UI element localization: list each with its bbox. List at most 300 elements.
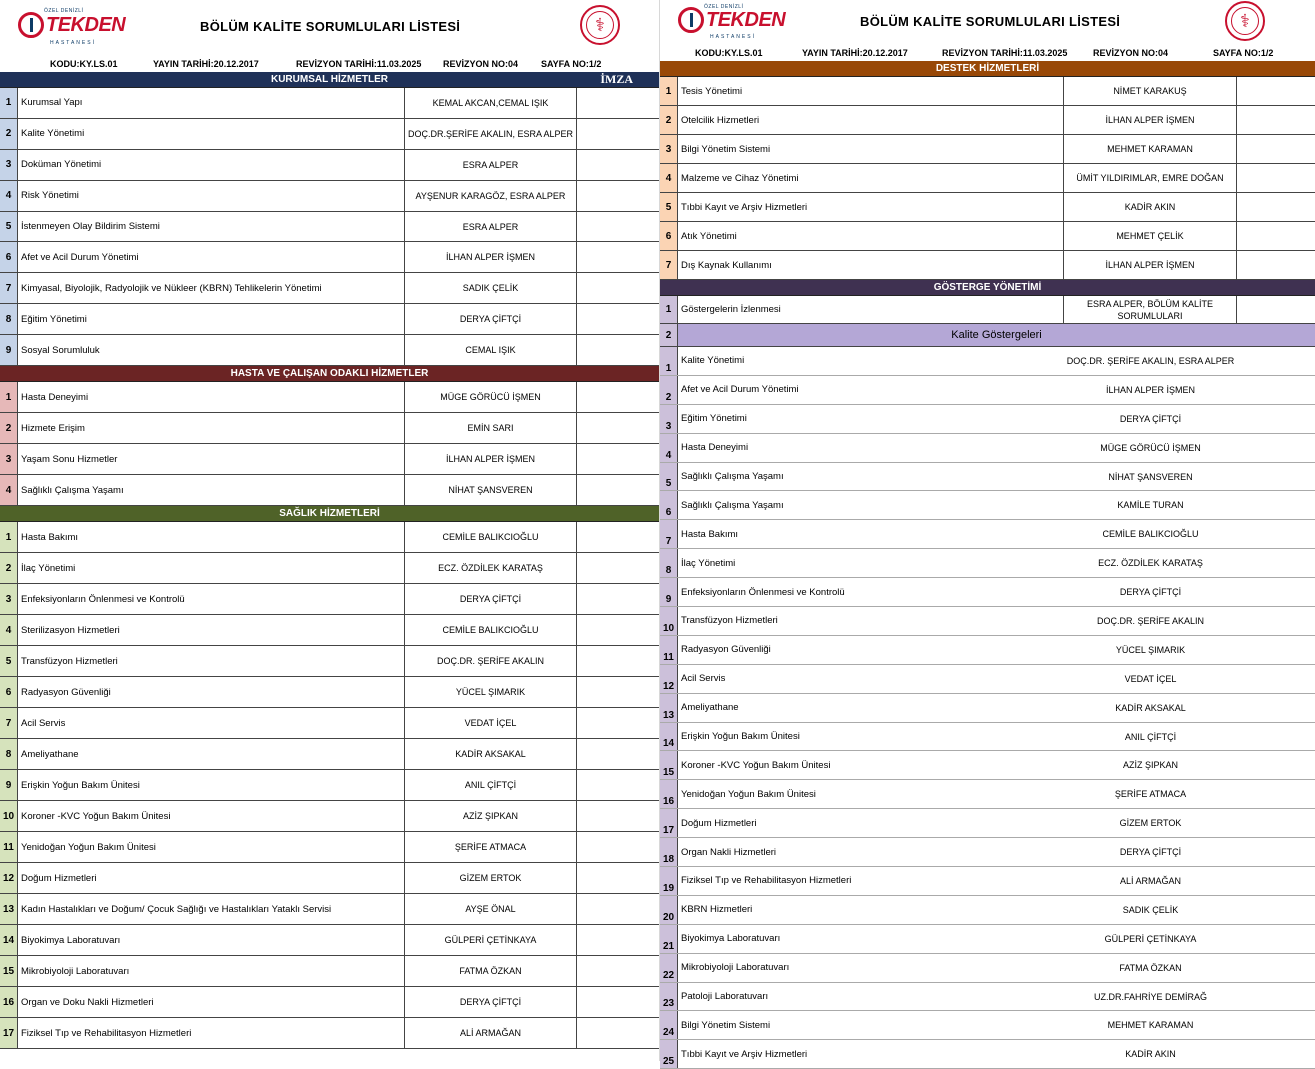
responsible-person: DOÇ.DR. ŞERİFE AKALIN <box>1096 615 1205 626</box>
table-row <box>660 838 1315 867</box>
row-number: 5 <box>0 646 18 676</box>
unit-name: Doğum Hizmetleri <box>681 817 757 829</box>
unit-name: Eğitim Yönetimi <box>18 304 405 334</box>
signature-cell <box>577 553 659 583</box>
table-row <box>0 273 659 304</box>
row-number: 5 <box>660 193 678 221</box>
signature-cell <box>1237 780 1315 808</box>
ministry-seal-icon: ⚕ <box>1225 1 1265 41</box>
unit-name: Yenidoğan Yoğun Bakım Ünitesi <box>681 788 816 800</box>
row-number: 14 <box>0 925 18 955</box>
responsible-person: ÜMİT YILDIRIMLAR, EMRE DOĞAN <box>1064 164 1237 192</box>
section-title: HASTA VE ÇALIŞAN ODAKLI HİZMETLER <box>230 368 429 380</box>
table-row <box>660 347 1315 376</box>
signature-cell <box>577 273 659 303</box>
table-row <box>660 809 1315 838</box>
table-row <box>0 181 659 212</box>
responsible-person: ANIL ÇİFTÇİ <box>405 770 577 800</box>
unit-name: Kalite Yönetimi <box>18 119 405 149</box>
table-row <box>0 615 659 646</box>
logo-text: TEKDEN <box>706 9 786 31</box>
table-row <box>0 863 659 894</box>
table-row <box>660 251 1315 280</box>
signature-cell <box>1237 607 1315 635</box>
signature-cell <box>577 770 659 800</box>
table-row <box>0 739 659 770</box>
signature-cell <box>577 832 659 862</box>
signature-cell <box>577 150 659 180</box>
signature-cell <box>1237 135 1315 163</box>
responsible-person: MEHMET KARAMAN <box>1107 1020 1194 1031</box>
responsible-person: AYŞE ÖNAL <box>405 894 577 924</box>
table-row <box>0 677 659 708</box>
responsible-person: MEHMET ÇELİK <box>1064 222 1237 250</box>
signature-cell <box>1237 896 1315 924</box>
responsible-person: NİMET KARAKUŞ <box>1064 77 1237 105</box>
row-number: 7 <box>660 251 678 279</box>
row-number: 10 <box>0 801 18 831</box>
signature-cell <box>577 181 659 211</box>
responsible-person: DERYA ÇİFTÇİ <box>405 584 577 614</box>
responsible-person: ECZ. ÖZDİLEK KARATAŞ <box>405 553 577 583</box>
row-number: 9 <box>660 578 678 606</box>
meta-yayin: YAYIN TARİHİ:20.12.2017 <box>153 59 259 69</box>
responsible-person: İLHAN ALPER İŞMEN <box>1064 106 1237 134</box>
unit-name: Yenidoğan Yoğun Bakım Ünitesi <box>18 832 405 862</box>
signature-cell <box>577 444 659 474</box>
unit-name: Acil Servis <box>18 708 405 738</box>
signature-cell <box>577 1018 659 1048</box>
table-row <box>0 522 659 553</box>
row-number: 20 <box>660 896 678 924</box>
table-row <box>660 751 1315 780</box>
signature-cell <box>1237 520 1315 548</box>
row-number: 2 <box>660 106 678 134</box>
responsible-person: KAMİLE TURAN <box>1117 500 1184 511</box>
responsible-person: MEHMET KARAMAN <box>1064 135 1237 163</box>
table-row <box>660 520 1315 549</box>
table-row <box>660 1011 1315 1040</box>
signature-cell <box>577 119 659 149</box>
unit-name: İstenmeyen Olay Bildirim Sistemi <box>18 212 405 242</box>
table-row <box>0 894 659 925</box>
responsible-person: DOÇ.DR. ŞERİFE AKALIN <box>405 646 577 676</box>
unit-name: Koroner -KVC Yoğun Bakım Ünitesi <box>681 759 831 771</box>
table-row <box>0 708 659 739</box>
row-number: 15 <box>660 751 678 779</box>
responsible-person: DERYA ÇİFTÇİ <box>405 304 577 334</box>
unit-name: Tıbbi Kayıt ve Arşiv Hizmetleri <box>681 1048 808 1060</box>
logo-text: TEKDEN <box>46 14 126 36</box>
unit-name: Organ Nakli Hizmetleri <box>681 846 777 858</box>
unit-name: İlaç Yönetimi <box>18 553 405 583</box>
meta-revizyon-tarihi: REVİZYON TARİHİ:11.03.2025 <box>296 59 422 69</box>
table-row <box>660 549 1315 578</box>
row-number: 23 <box>660 983 678 1011</box>
row-number: 25 <box>660 1040 678 1068</box>
heart-logo-icon <box>678 7 704 33</box>
signature-cell <box>577 863 659 893</box>
row-number: 17 <box>660 809 678 837</box>
table-row <box>660 867 1315 896</box>
meta-kod: KODU:KY.LS.01 <box>695 48 763 58</box>
subsection-title: Kalite Göstergeleri <box>951 329 1042 341</box>
row-number: 6 <box>660 491 678 519</box>
unit-name: Risk Yönetimi <box>18 181 405 211</box>
logo-subtitle: HASTANESİ <box>50 40 96 46</box>
section-header <box>660 280 1315 296</box>
responsible-person: YÜCEL ŞIMARIK <box>405 677 577 707</box>
section-header <box>660 61 1315 77</box>
signature-cell <box>1237 809 1315 837</box>
row-number: 5 <box>0 212 18 242</box>
table-row <box>0 382 659 413</box>
section-header <box>0 366 659 382</box>
table-row <box>0 987 659 1018</box>
unit-name: Biyokimya Laboratuvarı <box>18 925 405 955</box>
unit-name: Koroner -KVC Yoğun Bakım Ünitesi <box>18 801 405 831</box>
unit-name: Yaşam Sonu Hizmetler <box>18 444 405 474</box>
meta-yayin: YAYIN TARİHİ:20.12.2017 <box>802 48 908 58</box>
responsible-person: ESRA ALPER <box>405 212 577 242</box>
responsible-person: İLHAN ALPER İŞMEN <box>1105 384 1196 395</box>
table-row <box>0 832 659 863</box>
logo-subtitle: HASTANESİ <box>710 34 756 40</box>
table-row <box>660 954 1315 983</box>
left-page <box>0 0 659 1061</box>
unit-name: Kimyasal, Biyolojik, Radyolojik ve Nükleer (KBRN) Tehlikelerin Yönetimi <box>18 273 405 303</box>
signature-cell <box>577 987 659 1017</box>
row-number: 1 <box>0 522 18 552</box>
meta-revizyon-no: REVİZYON NO:04 <box>443 59 519 69</box>
row-number: 3 <box>0 584 18 614</box>
signature-cell <box>1237 723 1315 751</box>
responsible-person: MÜGE GÖRÜCÜ İŞMEN <box>405 382 577 412</box>
responsible-person: VEDAT İÇEL <box>1124 673 1177 684</box>
row-number: 9 <box>0 770 18 800</box>
row-number: 9 <box>0 335 18 365</box>
signature-cell <box>577 739 659 769</box>
signature-cell <box>1237 636 1315 664</box>
unit-name: Enfeksiyonların Önlenmesi ve Kontrolü <box>18 584 405 614</box>
signature-cell <box>1237 549 1315 577</box>
responsible-person: KADİR AKSAKAL <box>1115 702 1186 713</box>
table-row <box>660 405 1315 434</box>
page-header <box>0 0 659 73</box>
unit-name: Eğitim Yönetimi <box>681 413 747 425</box>
responsible-person: KEMAL AKCAN,CEMAL IŞIK <box>405 88 577 118</box>
responsible-line-1: ESRA ALPER, BÖLÜM KALİTE <box>1086 298 1214 309</box>
hospital-logo <box>678 7 785 33</box>
signature-cell <box>1237 925 1315 953</box>
row-number: 4 <box>660 164 678 192</box>
row-number: 7 <box>0 273 18 303</box>
unit-name: İlaç Yönetimi <box>681 557 736 569</box>
table-row <box>660 636 1315 665</box>
table-row <box>0 413 659 444</box>
table-row <box>0 770 659 801</box>
signature-column-label: İMZA <box>600 72 633 86</box>
signature-cell <box>1237 222 1315 250</box>
signature-cell <box>1237 193 1315 221</box>
table-row <box>0 1018 659 1049</box>
row-number: 14 <box>660 723 678 751</box>
unit-name: Fiziksel Tıp ve Rehabilitasyon Hizmetleri <box>681 875 852 887</box>
signature-cell <box>1237 983 1315 1011</box>
signature-cell <box>577 212 659 242</box>
table-row <box>660 925 1315 954</box>
row-number: 7 <box>660 520 678 548</box>
signature-cell <box>1237 106 1315 134</box>
unit-name: KBRN Hizmetleri <box>681 904 753 916</box>
unit-name: Sağlıklı Çalışma Yaşamı <box>681 499 784 511</box>
signature-cell <box>1237 376 1315 404</box>
responsible-person <box>1064 296 1237 323</box>
responsible-person: AZİZ ŞIPKAN <box>1122 760 1178 771</box>
row-number: 1 <box>0 88 18 118</box>
responsible-person: DERYA ÇİFTÇİ <box>1119 587 1182 598</box>
hospital-logo <box>18 12 125 38</box>
responsible-person: CEMİLE BALIKCIOĞLU <box>405 615 577 645</box>
unit-name: Erişkin Yoğun Bakım Ünitesi <box>18 770 405 800</box>
row-number: 16 <box>0 987 18 1017</box>
section-title: KURUMSAL HİZMETLER <box>270 74 389 85</box>
table-row <box>660 896 1315 925</box>
responsible-person: SADIK ÇELİK <box>405 273 577 303</box>
responsible-person: DOÇ.DR. ŞERİFE AKALIN, ESRA ALPER <box>1066 355 1235 366</box>
row-number: 24 <box>660 1011 678 1039</box>
unit-name: Mikrobiyoloji Laboratuvarı <box>18 956 405 986</box>
table-row <box>0 553 659 584</box>
responsible-person: GİZEM ERTOK <box>405 863 577 893</box>
signature-cell <box>1237 867 1315 895</box>
signature-cell <box>577 646 659 676</box>
signature-cell <box>577 335 659 365</box>
responsible-person: GİZEM ERTOK <box>1119 818 1182 829</box>
row-number: 7 <box>0 708 18 738</box>
table-row <box>0 956 659 987</box>
responsible-person: UZ.DR.FAHRİYE DEMİRAĞ <box>1093 991 1207 1002</box>
section-title: GÖSTERGE YÖNETİMİ <box>933 282 1042 293</box>
table-row <box>660 665 1315 694</box>
row-number: 1 <box>660 347 678 375</box>
row-number: 2 <box>660 376 678 404</box>
signature-cell <box>1237 164 1315 192</box>
row-number: 3 <box>660 135 678 163</box>
responsible-person: İLHAN ALPER İŞMEN <box>405 444 577 474</box>
responsible-person: YÜCEL ŞIMARIK <box>1115 644 1186 655</box>
responsible-person: GÜLPERİ ÇETİNKAYA <box>1104 933 1197 944</box>
row-number: 10 <box>660 607 678 635</box>
unit-name: Transfüzyon Hizmetleri <box>18 646 405 676</box>
signature-cell <box>577 382 659 412</box>
unit-name: Fiziksel Tıp ve Rehabilitasyon Hizmetleri <box>18 1018 405 1048</box>
row-number: 2 <box>0 119 18 149</box>
meta-kod: KODU:KY.LS.01 <box>50 59 118 69</box>
row-number: 3 <box>0 444 18 474</box>
section-header <box>0 506 659 522</box>
unit-name: Ameliyathane <box>18 739 405 769</box>
unit-name: Hasta Bakımı <box>18 522 405 552</box>
signature-cell <box>577 894 659 924</box>
unit-name: Doküman Yönetimi <box>18 150 405 180</box>
responsible-person: DERYA ÇİFTÇİ <box>1119 847 1182 858</box>
unit-name: Mikrobiyoloji Laboratuvarı <box>681 962 790 974</box>
document-title: BÖLÜM KALİTE SORUMLULARI LİSTESİ <box>200 19 461 34</box>
unit-name: Enfeksiyonların Önlenmesi ve Kontrolü <box>681 586 845 598</box>
signature-cell <box>577 925 659 955</box>
row-number: 4 <box>0 475 18 505</box>
unit-name: Organ ve Doku Nakli Hizmetleri <box>18 987 405 1017</box>
row-number: 8 <box>0 739 18 769</box>
row-number: 3 <box>0 150 18 180</box>
table-row <box>0 925 659 956</box>
table-row <box>0 88 659 119</box>
row-number: 1 <box>660 77 678 105</box>
responsible-person: KADİR AKSAKAL <box>405 739 577 769</box>
signature-cell <box>1237 463 1315 491</box>
signature-cell <box>1237 954 1315 982</box>
signature-cell <box>577 584 659 614</box>
signature-cell <box>577 304 659 334</box>
signature-cell <box>1237 491 1315 519</box>
responsible-person: ECZ. ÖZDİLEK KARATAŞ <box>1098 558 1203 569</box>
unit-name: Ameliyathane <box>681 702 739 714</box>
signature-cell <box>1237 1011 1315 1039</box>
table-row <box>660 463 1315 492</box>
unit-name: Biyokimya Laboratuvarı <box>681 933 781 945</box>
table-row <box>0 335 659 366</box>
row-number: 4 <box>660 434 678 462</box>
table-row <box>0 212 659 243</box>
unit-name: Sterilizasyon Hizmetleri <box>18 615 405 645</box>
unit-name: Sağlıklı Çalışma Yaşamı <box>18 475 405 505</box>
signature-cell <box>1237 578 1315 606</box>
responsible-person: VEDAT İÇEL <box>405 708 577 738</box>
unit-name: Tesis Yönetimi <box>678 77 1064 105</box>
unit-name: Kadın Hastalıkları ve Doğum/ Çocuk Sağlığı ve Hastalıkları Yataklı Servisi <box>18 894 405 924</box>
row-number: 18 <box>660 838 678 866</box>
responsible-person: GÜLPERİ ÇETİNKAYA <box>405 925 577 955</box>
table-row <box>660 578 1315 607</box>
signature-cell <box>577 413 659 443</box>
right-page <box>659 0 1315 1068</box>
row-number: 4 <box>0 615 18 645</box>
meta-revizyon-tarihi: REVİZYON TARİHİ:11.03.2025 <box>942 48 1068 58</box>
signature-cell <box>1237 838 1315 866</box>
row-number: 15 <box>0 956 18 986</box>
unit-name: Kalite Yönetimi <box>681 355 745 367</box>
unit-name: Malzeme ve Cihaz Yönetimi <box>678 164 1064 192</box>
meta-sayfa: SAYFA NO:1/2 <box>1213 48 1274 58</box>
responsible-person: DERYA ÇİFTÇİ <box>1119 413 1182 424</box>
responsible-person: SADIK ÇELİK <box>1122 904 1179 915</box>
table-row <box>660 193 1315 222</box>
unit-name: Radyasyon Güvenliği <box>681 644 771 656</box>
unit-name: Hasta Deneyimi <box>681 442 749 454</box>
logo-topline: ÖZEL DENİZLİ <box>704 4 744 10</box>
responsible-person: CEMİLE BALIKCIOĞLU <box>405 522 577 552</box>
table-row <box>0 119 659 150</box>
responsible-person: ALİ ARMAĞAN <box>1119 875 1182 886</box>
row-number: 22 <box>660 954 678 982</box>
responsible-person: ŞERİFE ATMACA <box>1114 789 1187 800</box>
heart-logo-icon <box>18 12 44 38</box>
row-number: 11 <box>0 832 18 862</box>
section-title: DESTEK HİZMETLERİ <box>935 63 1040 74</box>
left-table <box>0 72 659 1049</box>
row-number: 2 <box>0 553 18 583</box>
signature-cell <box>1237 347 1315 375</box>
signature-cell <box>577 801 659 831</box>
unit-name: Hasta Bakımı <box>681 528 739 540</box>
signature-cell <box>1237 751 1315 779</box>
row-number: 11 <box>660 636 678 664</box>
table-row <box>0 150 659 181</box>
table-row <box>0 584 659 615</box>
responsible-person: ESRA ALPER <box>405 150 577 180</box>
signature-cell <box>577 708 659 738</box>
table-row <box>660 1040 1315 1069</box>
unit-name: Erişkin Yoğun Bakım Ünitesi <box>681 731 800 743</box>
row-number: 13 <box>660 694 678 722</box>
table-row <box>660 164 1315 193</box>
signature-cell <box>1237 665 1315 693</box>
unit-name: Sosyal Sorumluluk <box>18 335 405 365</box>
unit-name: Patoloji Laboratuvarı <box>681 991 769 1003</box>
signature-cell <box>577 242 659 272</box>
table-row <box>660 723 1315 752</box>
unit-name: Hasta Deneyimi <box>18 382 405 412</box>
responsible-person: NİHAT ŞANSVEREN <box>405 475 577 505</box>
signature-cell <box>1237 694 1315 722</box>
row-number: 6 <box>0 242 18 272</box>
row-number: 2 <box>660 324 678 346</box>
responsible-person: ALİ ARMAĞAN <box>405 1018 577 1048</box>
row-number: 16 <box>660 780 678 808</box>
table-row <box>660 983 1315 1012</box>
ministry-seal-icon: ⚕ <box>580 5 620 45</box>
signature-cell <box>577 615 659 645</box>
responsible-person: ANIL ÇİFTÇİ <box>1124 731 1177 742</box>
unit-name: Dış Kaynak Kullanımı <box>678 251 1064 279</box>
row-number: 21 <box>660 925 678 953</box>
table-row <box>660 491 1315 520</box>
table-row <box>660 222 1315 251</box>
row-number: 8 <box>660 549 678 577</box>
right-table <box>660 61 1315 1069</box>
table-row <box>660 694 1315 723</box>
page-header <box>660 0 1315 61</box>
responsible-person: İLHAN ALPER İŞMEN <box>1064 251 1237 279</box>
table-row <box>660 296 1315 324</box>
row-number: 17 <box>0 1018 18 1048</box>
responsible-line-2: SORUMLULARI <box>1117 310 1183 321</box>
unit-name: Radyasyon Güvenliği <box>18 677 405 707</box>
table-row <box>660 106 1315 135</box>
subsection-header <box>660 324 1315 347</box>
unit-name: Atık Yönetimi <box>678 222 1064 250</box>
responsible-person: AYŞENUR KARAGÖZ, ESRA ALPER <box>405 181 577 211</box>
responsible-person: CEMİLE BALIKCIOĞLU <box>1102 529 1199 540</box>
responsible-person: İLHAN ALPER İŞMEN <box>405 242 577 272</box>
table-row <box>0 304 659 335</box>
row-number: 12 <box>660 665 678 693</box>
unit-name: Acil Servis <box>681 673 726 685</box>
unit-name: Bilgi Yönetim Sistemi <box>681 1019 771 1031</box>
responsible-person: AZİZ ŞIPKAN <box>405 801 577 831</box>
table-row <box>660 77 1315 106</box>
